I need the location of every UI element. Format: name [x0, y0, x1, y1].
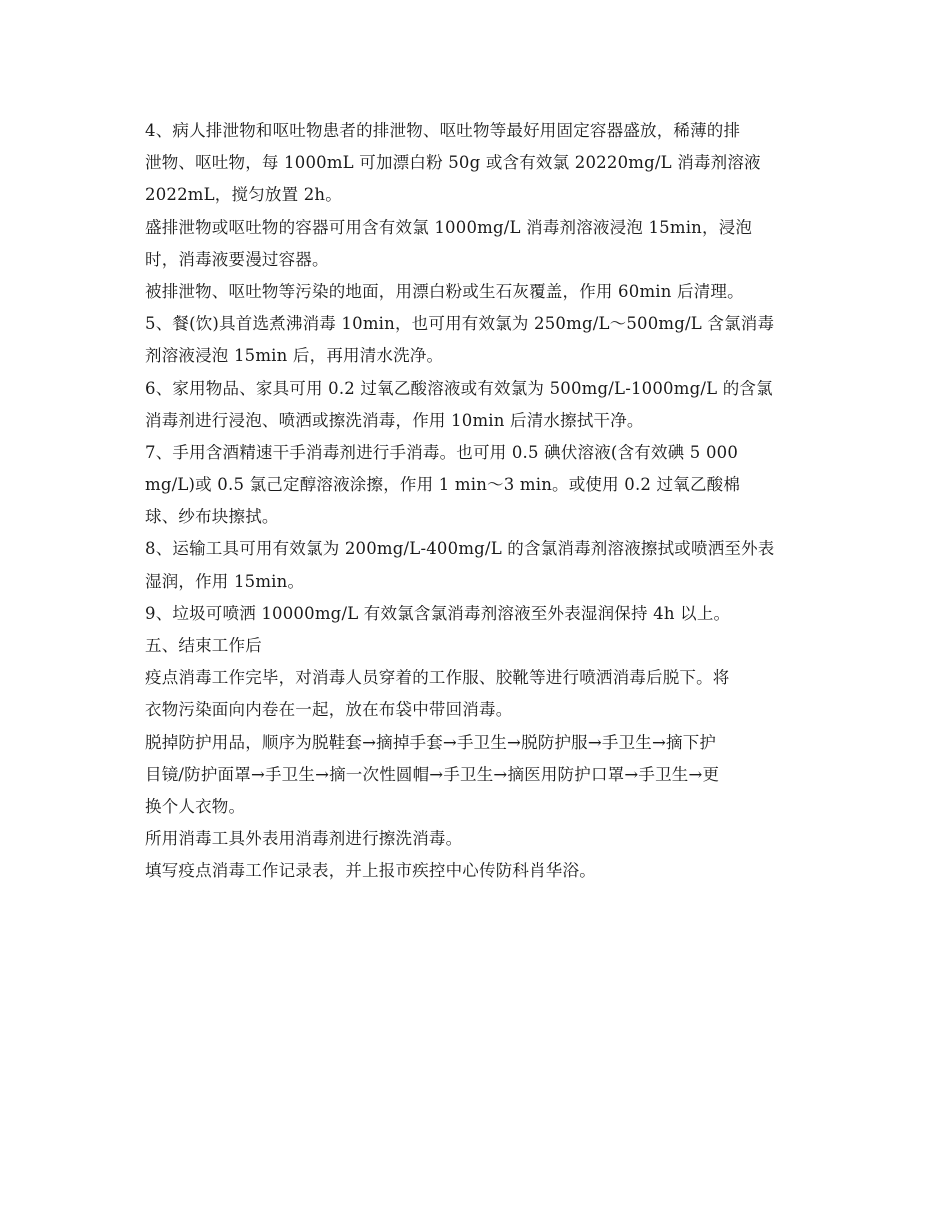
- text-line: 球、纱布块擦拭。: [145, 507, 279, 527]
- text-line: 疫点消毒工作完毕，对消毒人员穿着的工作服、胶靴等进行喷洒消毒后脱下。将: [145, 668, 730, 688]
- text-line: 5、餐(饮)具首选煮沸消毒 10min，也可用有效氯为 250mg/L～500mg/L 含氯消毒: [145, 314, 775, 334]
- text-line: 盛排泄物或呕吐物的容器可用含有效氯 1000mg/L 消毒剂溶液浸泡 15min，浸泡: [145, 217, 753, 237]
- text-line: 4、病人排泄物和呕吐物患者的排泄物、呕吐物等最好用固定容器盛放，稀薄的排: [145, 121, 741, 140]
- text-line: 目镜/防护面罩→手卫生→摘一次性圆帽→手卫生→摘医用防护口罩→手卫生→更: [145, 764, 720, 784]
- text-line: mg/L)或 0.5 氯己定醇溶液涂擦，作用 1 min～3 min。或使用 0.2 过氧乙酸棉: [145, 475, 741, 495]
- text-line: 脱掉防护用品，顺序为脱鞋套→摘掉手套→手卫生→脱防护服→手卫生→摘下护: [145, 732, 717, 752]
- text-line: 6、家用物品、家具可用 0.2 过氧乙酸溶液或有效氯为 500mg/L-1000mg/L 的含氯: [145, 378, 773, 398]
- text-line: 9、垃圾可喷洒 10000mg/L 有效氯含氯消毒剂溶液至外表湿润保持 4h 以上。: [145, 603, 731, 623]
- text-line: 衣物污染面向内卷在一起，放在布袋中带回消毒。: [145, 700, 513, 720]
- text-line: 剂溶液浸泡 15min 后，再用清水洗净。: [145, 346, 444, 366]
- text-line: 7、手用含酒精速干手消毒剂进行手消毒。也可用 0.5 碘伏溶液(含有效碘 5 000: [145, 442, 739, 462]
- text-line: 泄物、呕吐物，每 1000mL 可加漂白粉 50g 或含有效氯 20220mg/L 消毒剂溶液: [145, 153, 761, 173]
- text-line: 消毒剂进行浸泡、喷洒或擦洗消毒，作用 10min 后清水擦拭干净。: [145, 410, 644, 430]
- text-line: 所用消毒工具外表用消毒剂进行擦洗消毒。: [145, 829, 463, 849]
- text-line: 2022mL，搅匀放置 2h。: [145, 185, 342, 205]
- text-line: 8、运输工具可用有效氯为 200mg/L-400mg/L 的含氯消毒剂溶液擦拭或喷洒至外表: [145, 539, 775, 559]
- document-body: [145, 115, 815, 888]
- text-line: 换个人衣物。: [145, 796, 246, 816]
- text-line: 填写疫点消毒工作记录表，并上报市疾控中心传防科肖华浴。: [145, 861, 596, 881]
- text-line: 湿润，作用 15min。: [145, 571, 305, 591]
- text-line: 被排泄物、呕吐物等污染的地面，用漂白粉或生石灰覆盖，作用 60min 后清理。: [145, 281, 744, 301]
- text-line: 时，消毒液要漫过容器。: [145, 249, 329, 269]
- section-heading: 五、结束工作后: [145, 636, 262, 655]
